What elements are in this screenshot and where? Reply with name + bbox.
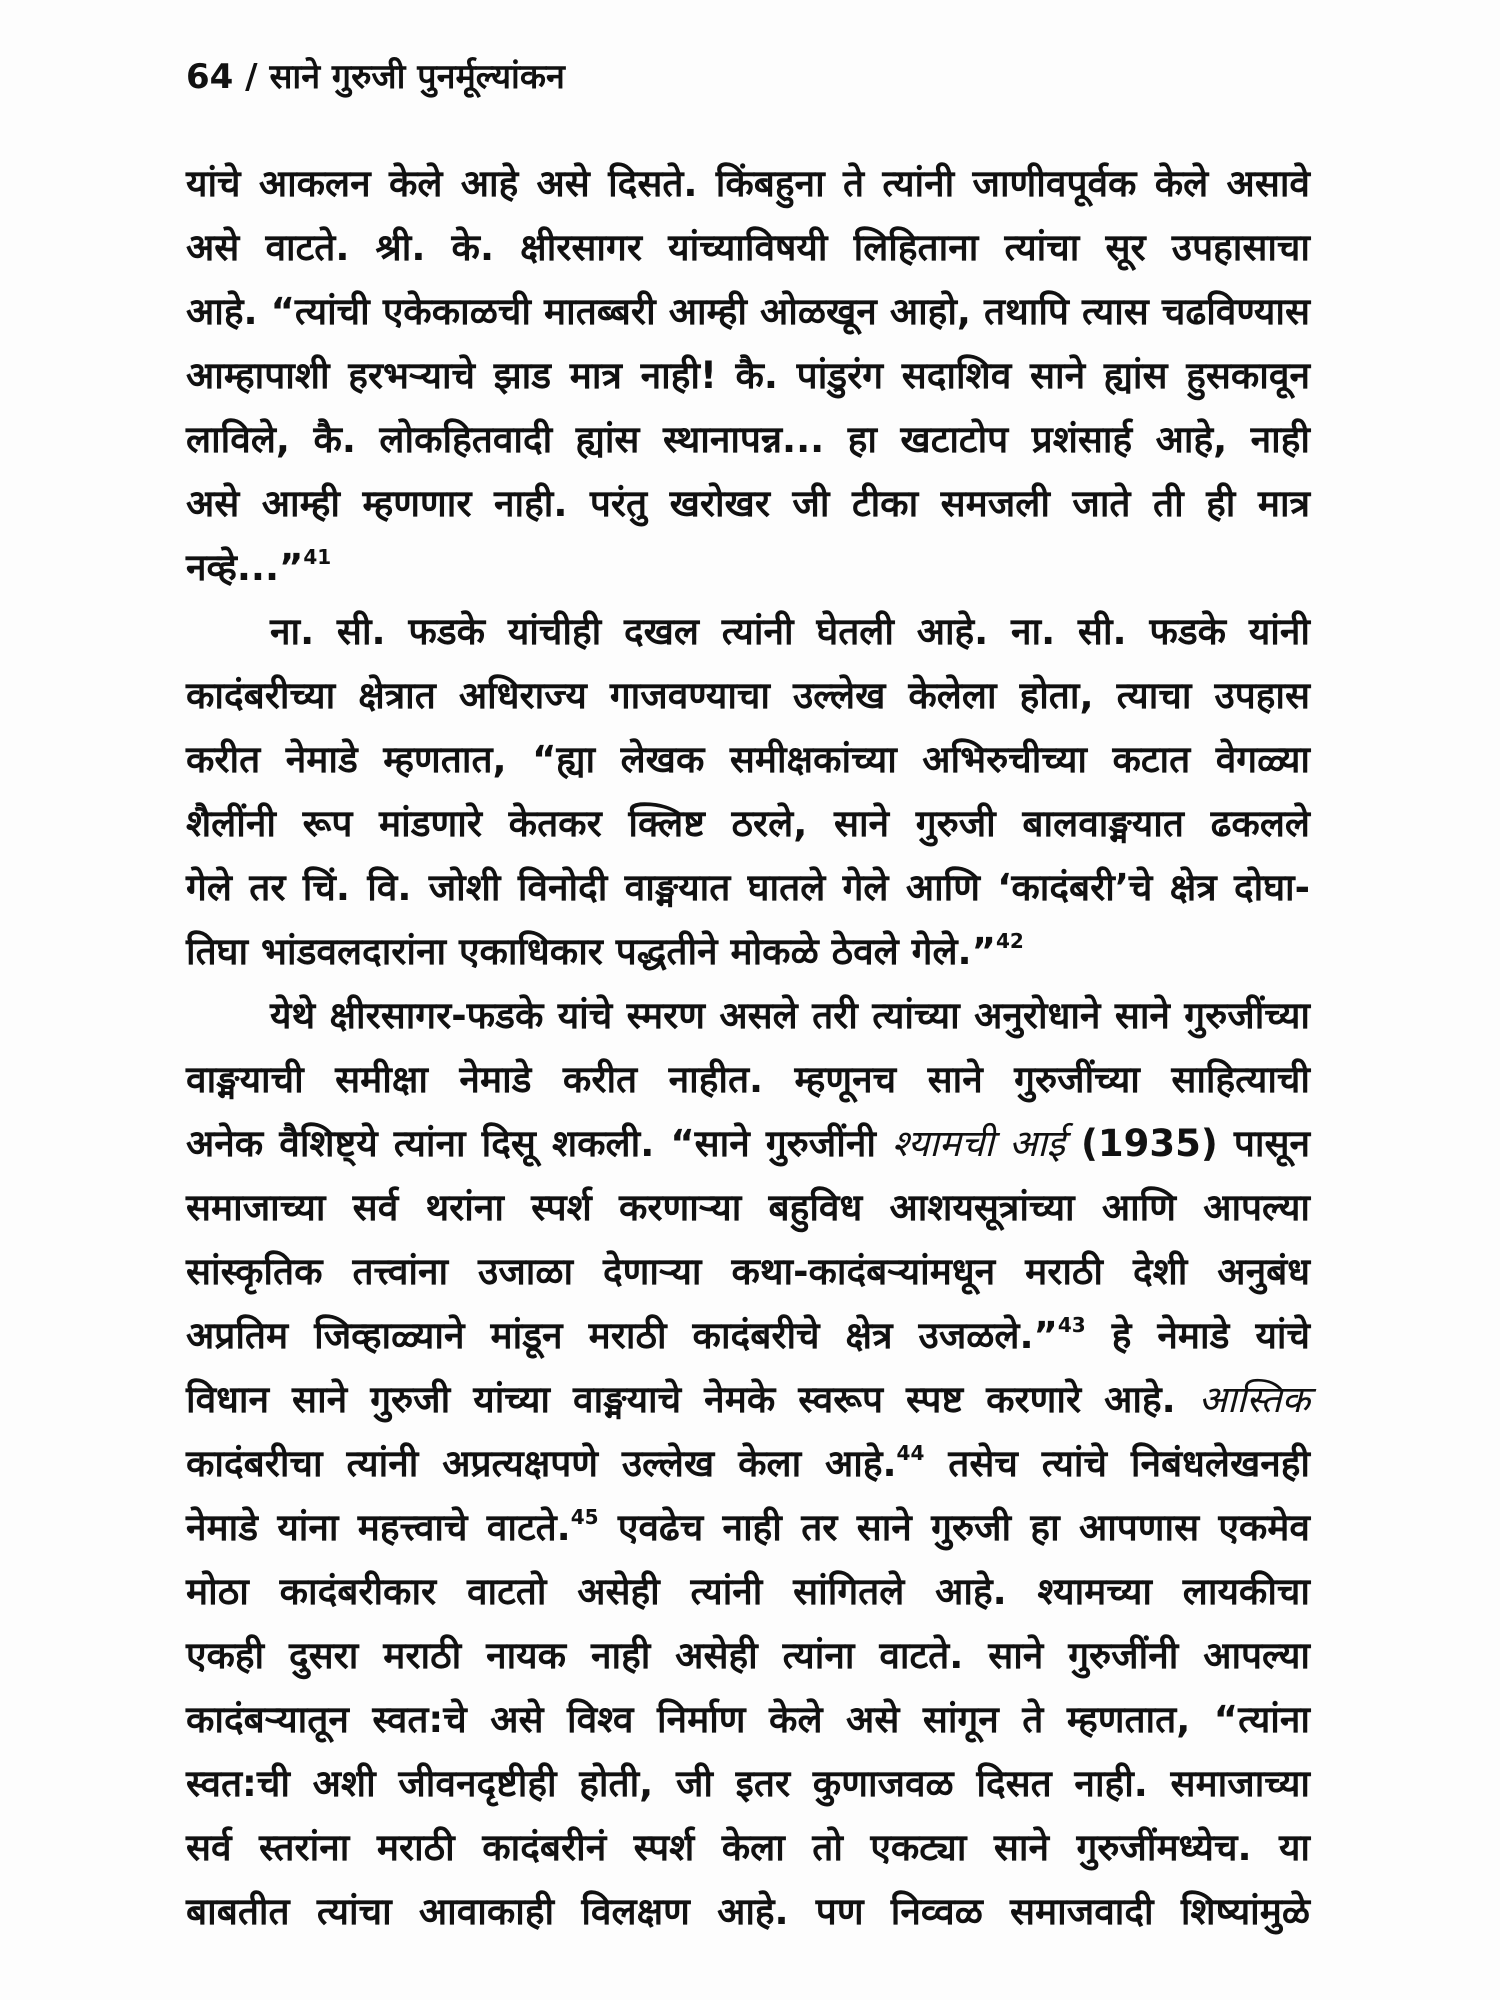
text-line [186, 1880, 1310, 1944]
text-segment: कादंबरीचा त्यांनी अप्रत्यक्षपणे उल्लेख केला आहे. [186, 1442, 897, 1485]
page-number: 64 [186, 57, 234, 97]
text-segment: येथे क्षीरसागर-फडके यांचे स्मरण असले तरी त्यांच्या अनुरोधाने साने गुरुजींच्या [270, 994, 1310, 1037]
text-segment: करीत नेमाडे म्हणतात, “ह्या लेखक समीक्षकांच्या अभिरुचीच्या कटात वेगळ्या [186, 738, 1310, 781]
text-line [186, 1688, 1310, 1752]
text-segment: कादंबरीच्या क्षेत्रात अधिराज्य गाजवण्याचा उल्लेख केलेला होता, त्याचा उपहास [186, 674, 1310, 717]
text-line [186, 1496, 1310, 1560]
text-line [186, 408, 1310, 472]
text-line [186, 728, 1310, 792]
text-line [186, 1752, 1310, 1816]
text-segment: तिघा भांडवलदारांना एकाधिकार पद्धतीने मोकळे ठेवले गेले.” [186, 930, 996, 973]
text-line [186, 920, 1310, 984]
text-segment: वाङ्मयाची समीक्षा नेमाडे करीत नाहीत. म्हणूनच साने गुरुजींच्या साहित्याची [186, 1058, 1310, 1101]
italic-title: श्यामची आई [892, 1122, 1065, 1165]
text-segment: समाजाच्या सर्व थरांना स्पर्श करणाऱ्या बहुविध आशयसूत्रांच्या आणि आपल्या [186, 1186, 1310, 1229]
text-segment: नव्हे...” [186, 546, 304, 589]
text-line [186, 152, 1310, 216]
text-segment: शैलींनी रूप मांडणारे केतकर क्लिष्ट ठरले, साने गुरुजी बालवाङ्मयात ढकलले [186, 802, 1310, 845]
text-line [186, 664, 1310, 728]
text-line [186, 856, 1310, 920]
text-segment: लाविले, कै. लोकहितवादी ह्यांस स्थानापन्न... हा खटाटोप प्रशंसार्ह आहे, नाही [186, 418, 1310, 461]
text-segment: स्वत:ची अशी जीवनदृष्टीही होती, जी इतर कुणाजवळ दिसत नाही. समाजाच्या [186, 1762, 1310, 1805]
text-line [186, 1432, 1310, 1496]
text-line [186, 1368, 1310, 1432]
text-line [186, 1624, 1310, 1688]
text-segment: सर्व स्तरांना मराठी कादंबरीनं स्पर्श केला तो एकट्या साने गुरुजींमध्येच. या [186, 1826, 1310, 1869]
text-line [186, 1816, 1310, 1880]
paragraph-first-line [270, 984, 1310, 1048]
text-segment: गेले तर चिं. वि. जोशी विनोदी वाङ्मयात घातले गेले आणि ‘कादंबरी’चे क्षेत्र दोघा- [186, 866, 1310, 909]
text-segment: आहे. “त्यांची एकेकाळची मातब्बरी आम्ही ओळखून आहो, तथापि त्यास चढविण्यास [186, 290, 1310, 333]
text-line [186, 1176, 1310, 1240]
running-header [186, 52, 565, 98]
text-line [186, 1112, 1310, 1176]
footnote-ref: 42 [995, 929, 1024, 953]
text-segment: (1935) पासून [1064, 1122, 1311, 1165]
text-segment: अप्रतिम जिव्हाळ्याने मांडून मराठी कादंबरीचे क्षेत्र उजळले.” [186, 1314, 1058, 1357]
footnote-ref: 45 [570, 1505, 599, 1529]
header-separator: / [245, 57, 258, 97]
text-line [186, 280, 1310, 344]
text-line [186, 792, 1310, 856]
footnote-ref: 44 [896, 1441, 925, 1465]
text-line [186, 1304, 1310, 1368]
footnote-ref: 43 [1057, 1313, 1086, 1337]
text-segment: असे वाटते. श्री. के. क्षीरसागर यांच्याविषयी लिहिताना त्यांचा सूर उपहासाचा [186, 226, 1310, 269]
text-segment: तसेच त्यांचे निबंधलेखनही [924, 1442, 1310, 1485]
text-line [186, 1048, 1310, 1112]
footnote-ref: 41 [303, 545, 332, 569]
text-segment: विधान साने गुरुजी यांच्या वाङ्मयाचे नेमके स्वरूप स्पष्ट करणारे आहे. [186, 1378, 1199, 1421]
text-line [186, 536, 1310, 600]
text-segment: ना. सी. फडके यांचीही दखल त्यांनी घेतली आहे. ना. सी. फडके यांनी [270, 610, 1310, 653]
text-segment: हे नेमाडे यांचे [1085, 1314, 1311, 1357]
text-line [186, 1560, 1310, 1624]
text-segment: सांस्कृतिक तत्त्वांना उजाळा देणाऱ्या कथा-कादंबऱ्यांमधून मराठी देशी अनुबंध [186, 1250, 1310, 1293]
text-segment: यांचे आकलन केले आहे असे दिसते. किंबहुना ते त्यांनी जाणीवपूर्वक केले असावे [186, 162, 1310, 205]
text-segment: मोठा कादंबरीकार वाटतो असेही त्यांनी सांगितले आहे. श्यामच्या लायकीचा [186, 1570, 1310, 1613]
text-segment: बाबतीत त्यांचा आवाकाही विलक्षण आहे. पण निव्वळ समाजवादी शिष्यांमुळे [186, 1890, 1310, 1933]
text-segment: असे आम्ही म्हणणार नाही. परंतु खरोखर जी टीका समजली जाते ती ही मात्र [186, 482, 1310, 525]
text-line [186, 472, 1310, 536]
text-segment: अनेक वैशिष्ट्ये त्यांना दिसू शकली. “साने गुरुजींनी [186, 1122, 893, 1165]
text-segment: आम्हापाशी हरभऱ्याचे झाड मात्र नाही! कै. पांडुरंग सदाशिव साने ह्यांस हुसकावून [186, 354, 1310, 397]
text-segment: एवढेच नाही तर साने गुरुजी हा आपणास एकमेव [598, 1506, 1310, 1549]
text-segment: कादंबऱ्यातून स्वत:चे असे विश्व निर्माण केले असे सांगून ते म्हणतात, “त्यांना [186, 1698, 1310, 1741]
running-title: साने गुरुजी पुनर्मूल्यांकन [269, 57, 565, 97]
text-line [186, 344, 1310, 408]
text-line [186, 1240, 1310, 1304]
text-segment: एकही दुसरा मराठी नायक नाही असेही त्यांना वाटते. साने गुरुजींनी आपल्या [186, 1634, 1310, 1677]
text-line [186, 216, 1310, 280]
text-segment: नेमाडे यांना महत्त्वाचे वाटते. [186, 1506, 571, 1549]
paragraph-first-line [270, 600, 1310, 664]
italic-title: आस्तिक [1198, 1378, 1310, 1421]
